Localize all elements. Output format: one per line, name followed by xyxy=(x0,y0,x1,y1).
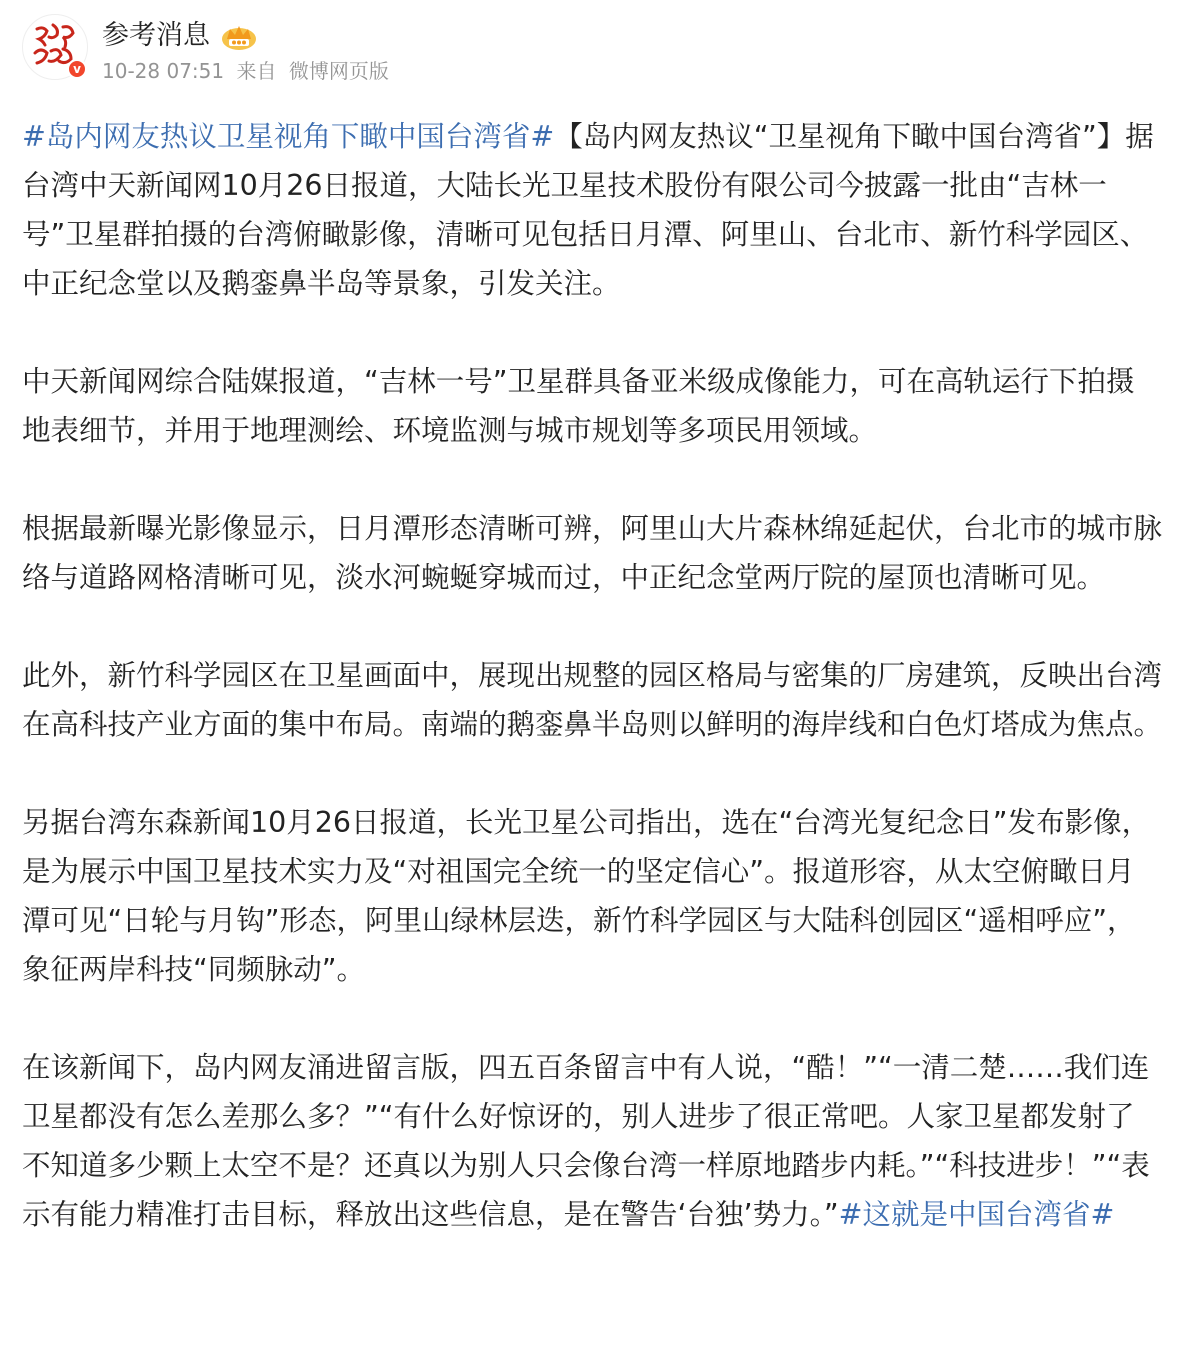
author-row xyxy=(102,16,258,56)
paragraph-text: 在该新闻下，岛内网友涌进留言版，四五百条留言中有人说，“酷！”“一清二楚……我们连卫星都没有怎么差那么多？”“有什么好惊讶的，别人进步了很正常吧。人家卫星都发射了不知道多少颗上太空不是？还真以为别人只会像台湾一样原地踏步内耗。”“科技进步！”“表示有能力精准打击目标，释放出这些信息，是在警告‘台独’势力。” xyxy=(22,1051,1150,1231)
post-paragraph xyxy=(22,112,1162,308)
post-content xyxy=(22,112,1162,1288)
paragraph-text: 另据台湾东森新闻10月26日报道，长光卫星公司指出，选在“台湾光复纪念日”发布影像，是为展示中国卫星技术实力及“对祖国完全统一的坚定信心”。报道形容，从太空俯瞰日月潭可见“日轮与月钩”形态，阿里山绿林层迭，新竹科学园区与大陆科创园区“遥相呼应”，象征两岸科技“同频脉动”。 xyxy=(22,806,1151,986)
post-paragraph xyxy=(22,798,1162,994)
post-time[interactable]: 10-28 07:51 xyxy=(102,59,225,83)
paragraph-text: 【岛内网友热议“卫星视角下瞰中国台湾省”】据台湾中天新闻网10月26日报道，大陆长光卫星技术股份有限公司今披露一批由“吉林一号”卫星群拍摄的台湾俯瞰影像，清晰可见包括日月潭、阿里山、台北市、新竹科学园区、中正纪念堂以及鹅銮鼻半岛等景象，引发关注。 xyxy=(22,120,1154,300)
hashtag-link[interactable]: #这就是中国台湾省# xyxy=(838,1198,1115,1231)
post-paragraph xyxy=(22,504,1162,602)
paragraph-text: 中天新闻网综合陆媒报道，“吉林一号”卫星群具备亚米级成像能力，可在高轨运行下拍摄地表细节，并用于地理测绘、环境监测与城市规划等多项民用领域。 xyxy=(22,365,1135,447)
post-source: 微博网页版 xyxy=(288,59,389,83)
vip-crown-icon[interactable] xyxy=(220,21,258,51)
hashtag-link[interactable]: #岛内网友热议卫星视角下瞰中国台湾省# xyxy=(22,120,555,153)
post-meta xyxy=(102,58,389,84)
paragraph-text: 根据最新曝光影像显示，日月潭形态清晰可辨，阿里山大片森林绵延起伏，台北市的城市脉络与道路网格清晰可见，淡水河蜿蜒穿城而过，中正纪念堂两厅院的屋顶也清晰可见。 xyxy=(22,512,1163,594)
author-name[interactable]: 参考消息 xyxy=(102,20,210,51)
post-paragraph xyxy=(22,1043,1162,1239)
paragraph-text: 此外，新竹科学园区在卫星画面中，展现出规整的园区格局与密集的厂房建筑，反映出台湾在高科技产业方面的集中布局。南端的鹅銮鼻半岛则以鲜明的海岸线和白色灯塔成为焦点。 xyxy=(22,659,1163,741)
avatar[interactable] xyxy=(22,14,88,80)
post-header xyxy=(22,14,1162,86)
verified-v-icon: v xyxy=(67,59,87,79)
post-paragraph xyxy=(22,357,1162,455)
post-paragraph xyxy=(22,651,1162,749)
source-prefix: 来自 xyxy=(236,59,277,83)
